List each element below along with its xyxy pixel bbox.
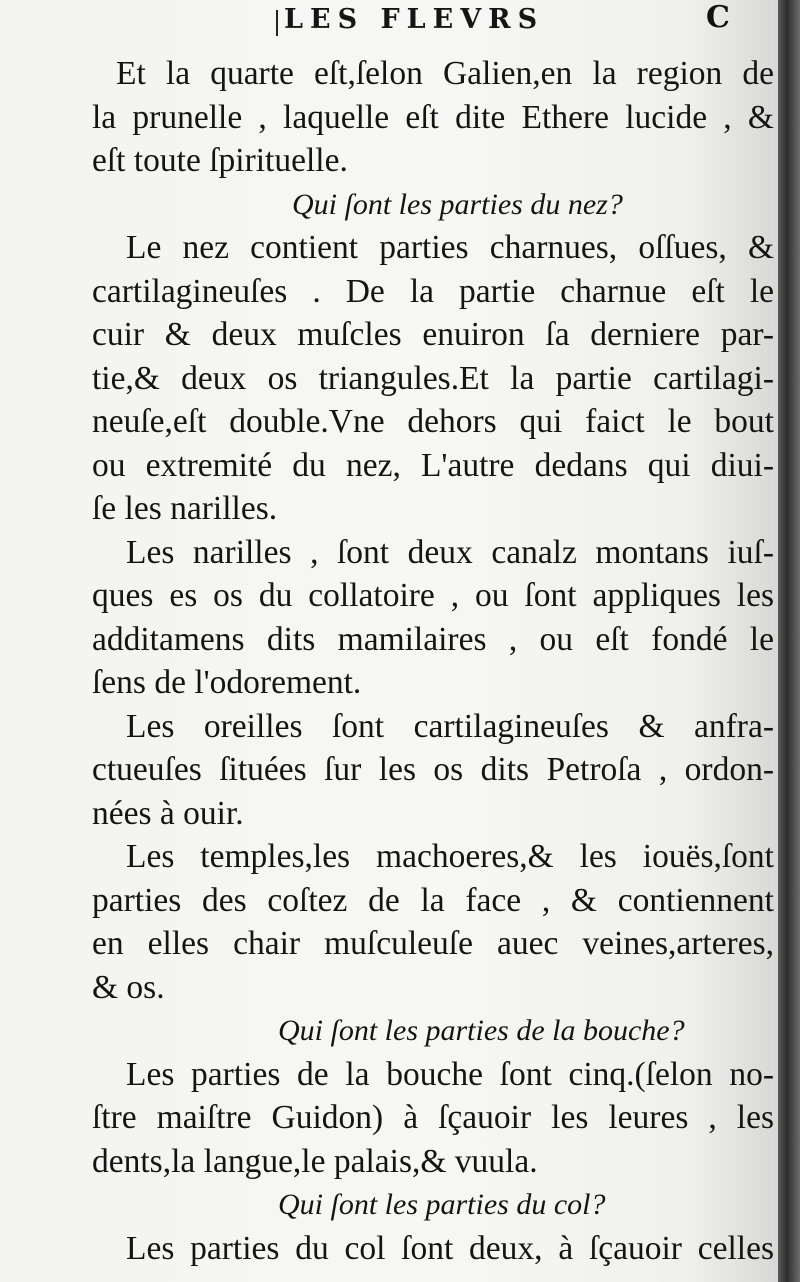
section-heading: Qui ſont les parties du nez? bbox=[292, 187, 623, 221]
text-line: la prunelle , laquelle eſt dite Ethere lucide , & bbox=[92, 98, 774, 136]
running-head: LES FLEVRS bbox=[284, 4, 545, 35]
text-line: eſt toute ſpirituelle. bbox=[92, 142, 348, 179]
text-line: nées à ouir. bbox=[92, 794, 244, 832]
running-head-rule bbox=[276, 10, 278, 36]
section-heading: Qui ſont les parties du col? bbox=[278, 1188, 606, 1221]
text-line: tie,& deux os triangules.Et la partie cartilagi- bbox=[92, 359, 774, 397]
body-text bbox=[92, 52, 774, 1270]
text-line: Les narilles , ſont deux canalz montans iuſ- bbox=[126, 533, 774, 571]
text-line: Les parties de la bouche ſont cinq.(ſelon no- bbox=[126, 1055, 774, 1093]
page-mark: C bbox=[706, 0, 730, 35]
section-heading: Qui ſont les parties de la bouche? bbox=[278, 1014, 685, 1047]
text-line: ques es os du collatoire , ou ſont appliques les bbox=[92, 577, 774, 614]
text-line: ou extremité du nez, L'autre dedans qui diui- bbox=[92, 446, 774, 484]
text-line: Les temples,les machoeres,& les iouës,ſont bbox=[126, 838, 774, 875]
text-line: Le nez contient parties charnues, oſſues, & bbox=[126, 229, 774, 266]
text-line: ſtre maiſtre Guidon) à ſçauoir les leures , les bbox=[92, 1099, 774, 1136]
text-line: cartilagineuſes . De la partie charnue eſt le bbox=[92, 272, 774, 310]
text-line: cuir & deux muſcles enuiron ſa derniere par- bbox=[92, 316, 774, 353]
text-line: additamens dits mamilaires , ou eſt fondé le bbox=[92, 620, 774, 658]
text-line: Les oreilles ſont cartilagineuſes & anfra- bbox=[126, 707, 774, 745]
text-line: parties des coſtez de la face , & contiennent bbox=[92, 881, 774, 919]
text-line: Et la quarte eſt,ſelon Galien,en la region de bbox=[116, 55, 774, 92]
text-line: neuſe,eſt double.Vne dehors qui faict le bout bbox=[92, 403, 774, 440]
page-gutter-edge bbox=[778, 0, 800, 1282]
text-line: & os. bbox=[92, 968, 165, 1006]
text-line: Les parties du col ſont deux, à ſçauoir celles bbox=[126, 1229, 774, 1267]
text-line: dents,la langue,le palais,& vuula. bbox=[92, 1142, 538, 1180]
text-line: ctueuſes ſituées ſur les os dits Petroſa , ordon- bbox=[92, 751, 774, 788]
text-line: ſe les narilles. bbox=[92, 490, 278, 527]
text-line: en elles chair muſculeuſe auec veines,arteres, bbox=[92, 925, 774, 962]
text-line: ſens de l'odorement. bbox=[92, 664, 362, 701]
